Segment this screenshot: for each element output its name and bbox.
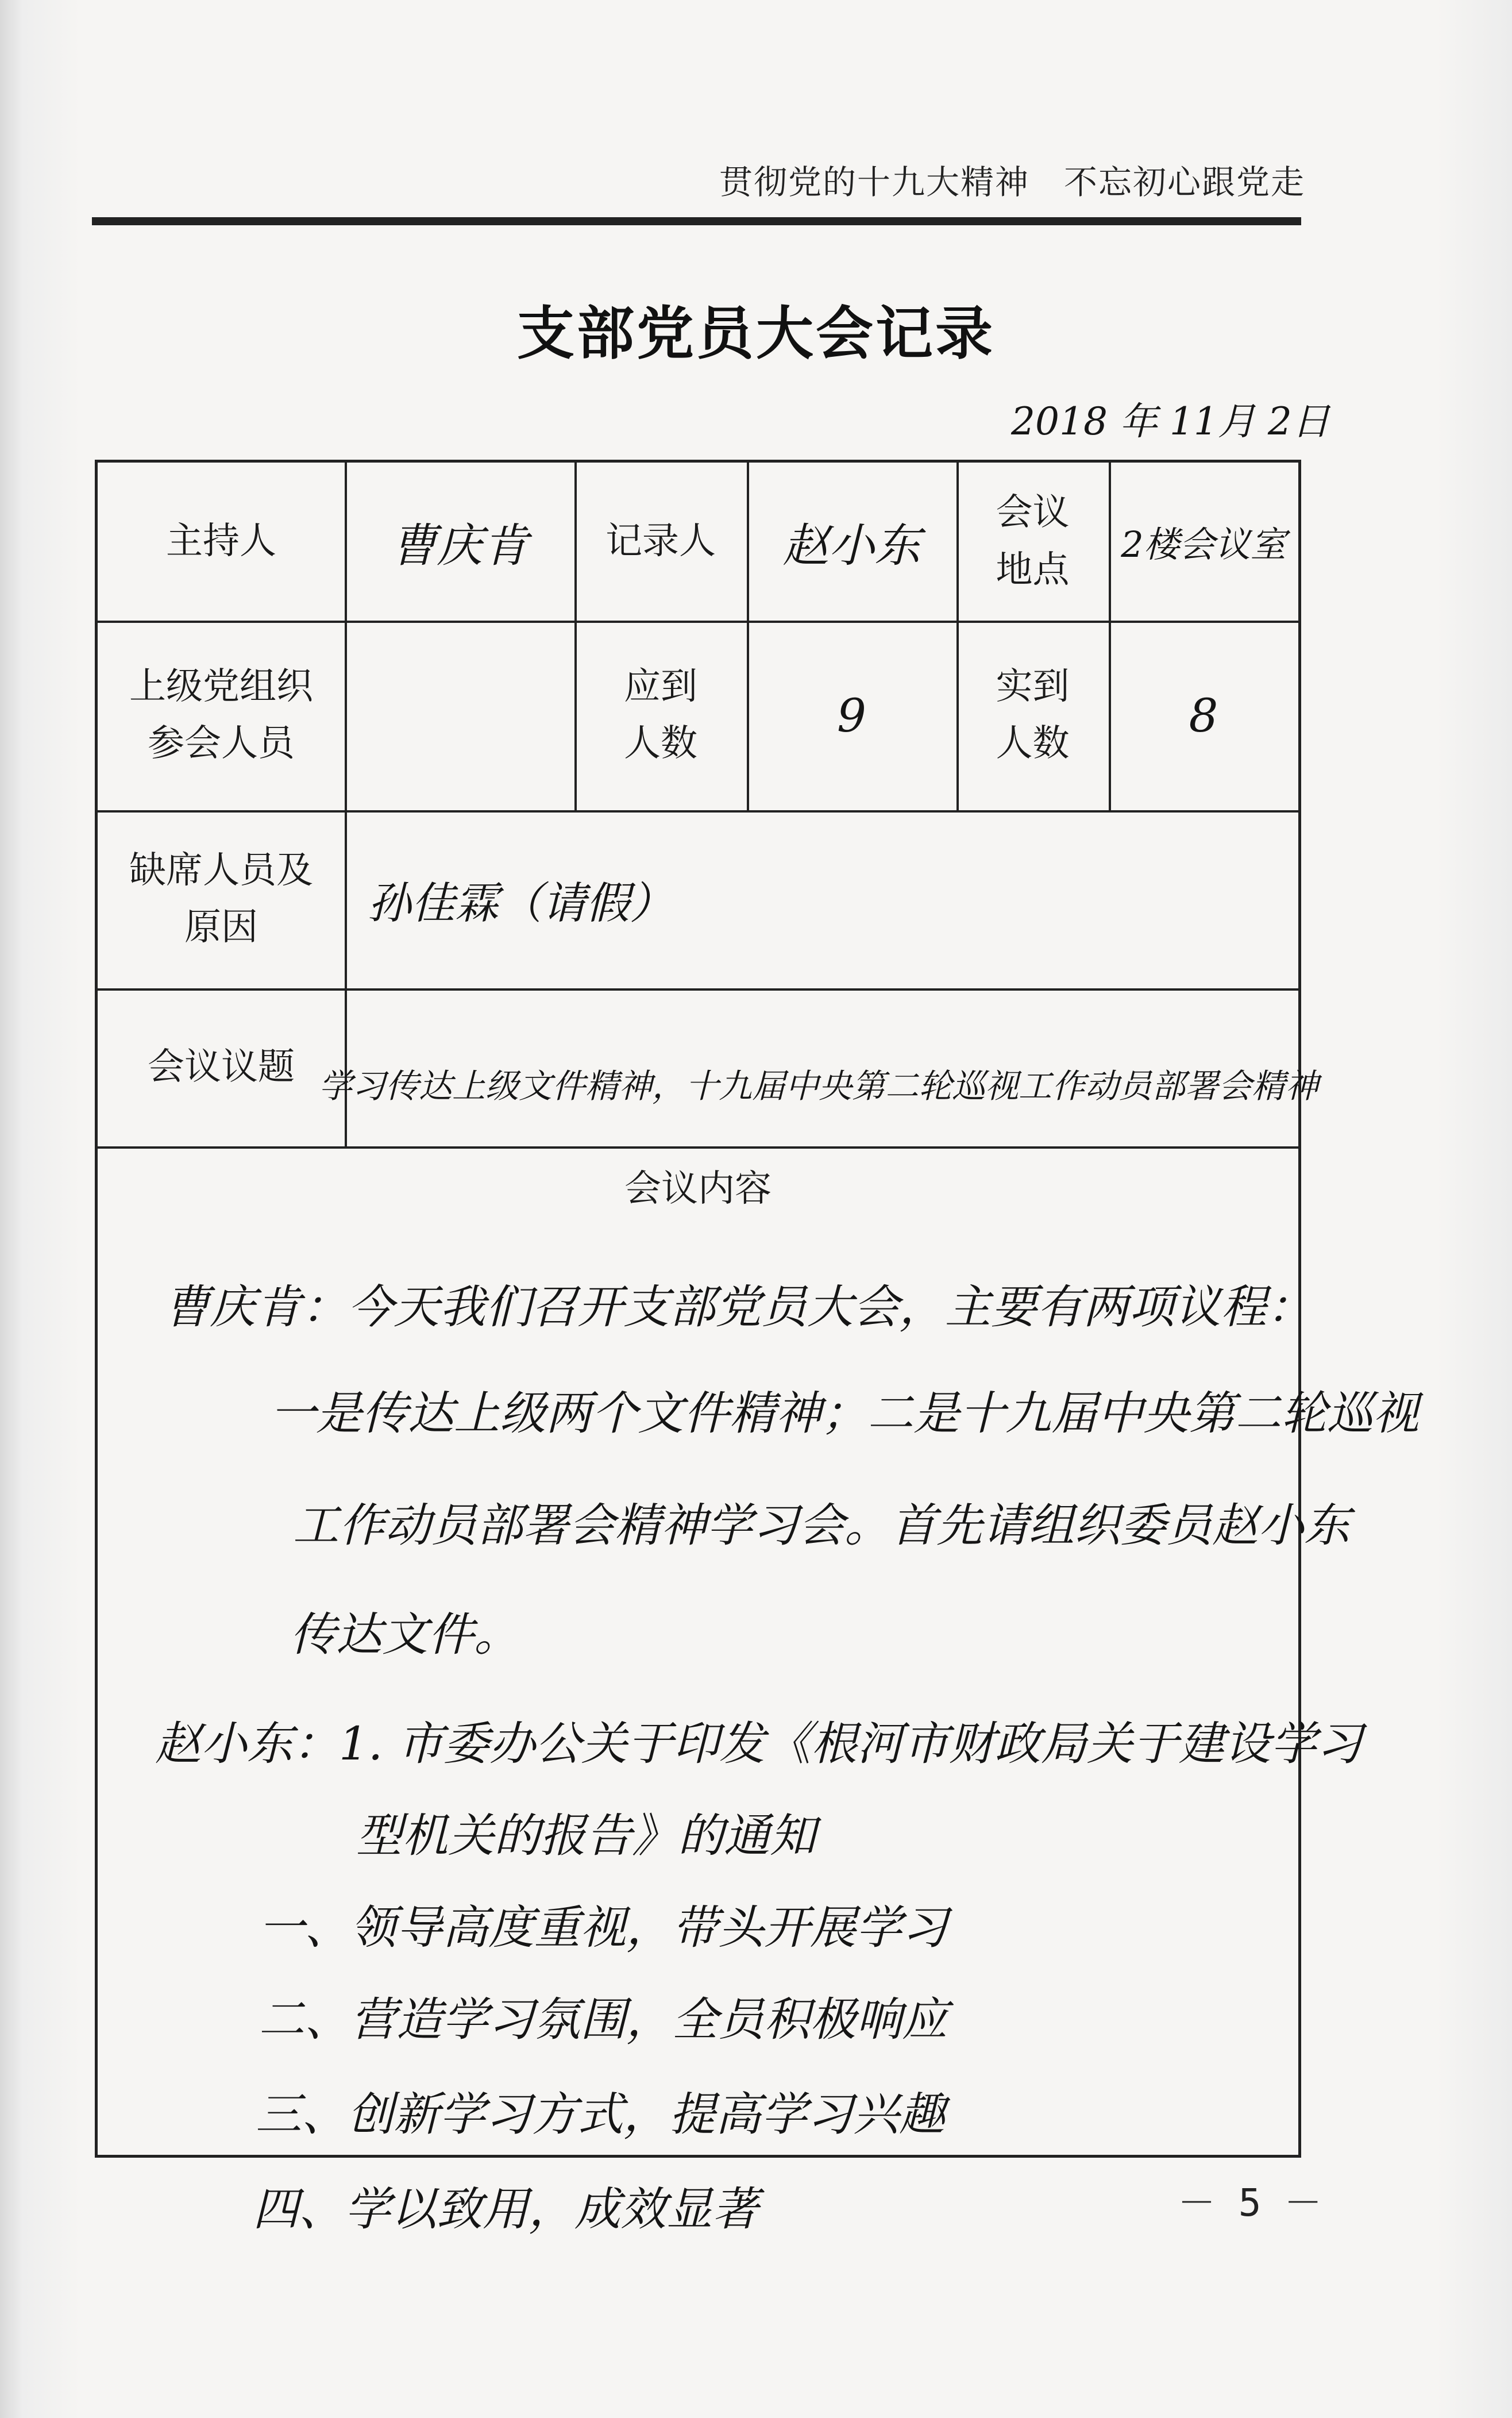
content-heading-text: 会议内容 [624, 1168, 772, 1211]
content-line: 四、学以致用，成效显著 [253, 2182, 758, 2236]
superior-label-line1: 上级党组织 [129, 665, 313, 708]
recorder-label-text: 记录人 [605, 519, 716, 563]
host-label-text: 主持人 [166, 519, 276, 563]
absent-value-text: 孙佳霖（请假） [368, 877, 673, 929]
actual-value-text: 8 [1189, 688, 1218, 742]
meeting-date: 2018 年 11月 2日 [1011, 399, 1330, 444]
topic-label [98, 988, 345, 1146]
host-label [98, 463, 345, 621]
document-title: 支部党员大会记录 [517, 299, 995, 367]
recorder-value [747, 463, 956, 621]
absent-label-line1: 缺席人员及 [129, 849, 313, 892]
content-line: 一是传达上级两个文件精神；二是十九届中央第二轮巡视 [270, 1387, 1419, 1440]
recorder-label [574, 463, 747, 621]
location-value-text: 2楼会议室 [1121, 523, 1286, 565]
content-line: 传达文件。 [290, 1608, 520, 1661]
row-divider [98, 1146, 1298, 1149]
content-line: 赵小东：1. 市委办公关于印发《根河市财政局关于建设学习 [155, 1717, 1363, 1770]
location-value [1109, 463, 1298, 621]
content-line: 型机关的报告》的通知 [356, 1809, 816, 1862]
expected-count-label [574, 621, 747, 810]
host-value-text: 曹庆肯 [391, 519, 529, 572]
content-line: 一、领导高度重视，带头开展学习 [259, 1901, 948, 1954]
topic-value-text: 学习传达上级文件精神，十九届中央第二轮巡视工作动员部署会精神 [319, 1066, 1319, 1106]
superior-label-line2: 参会人员 [148, 722, 295, 765]
header-slogan: 贯彻党的十九大精神 不忘初心跟党走 [719, 163, 1305, 202]
recorder-value-text: 赵小东 [782, 519, 921, 572]
expected-count-value [747, 621, 956, 810]
expected-value-text: 9 [837, 688, 866, 742]
absent-value [368, 810, 1287, 988]
content-line: 二、营造学习氛围，全员积极响应 [259, 1993, 948, 2046]
meeting-record-table [95, 460, 1419, 2236]
superior-attendees-value [345, 621, 574, 810]
topic-label-text: 会议议题 [148, 1045, 295, 1088]
expected-label-line2: 人数 [624, 722, 697, 765]
content-line: 曹庆肯：今天我们召开支部党员大会，主要有两项议程： [164, 1280, 1313, 1334]
content-line: 工作动员部署会精神学习会。首先请组织委员赵小东 [293, 1499, 1350, 1552]
expected-label-line1: 应到 [624, 665, 697, 708]
topic-value [319, 1049, 1512, 1118]
actual-count-value [1109, 621, 1298, 810]
header-divider [92, 217, 1301, 225]
content-line: 三、创新学习方式，提高学习兴趣 [256, 2088, 945, 2141]
absent-label [98, 810, 345, 988]
actual-label-line1: 实到 [996, 665, 1070, 708]
actual-label-line2: 人数 [996, 722, 1070, 765]
content-heading [98, 1152, 1298, 1227]
absent-label-line2: 原因 [184, 906, 258, 949]
host-value [345, 463, 574, 621]
actual-count-label [956, 621, 1109, 810]
location-label-line1: 会议 [996, 491, 1070, 534]
superior-attendees-label [98, 621, 345, 810]
page-number: － 5 － [1178, 2181, 1322, 2225]
location-label [956, 463, 1109, 621]
location-label-line2: 地点 [996, 548, 1070, 591]
